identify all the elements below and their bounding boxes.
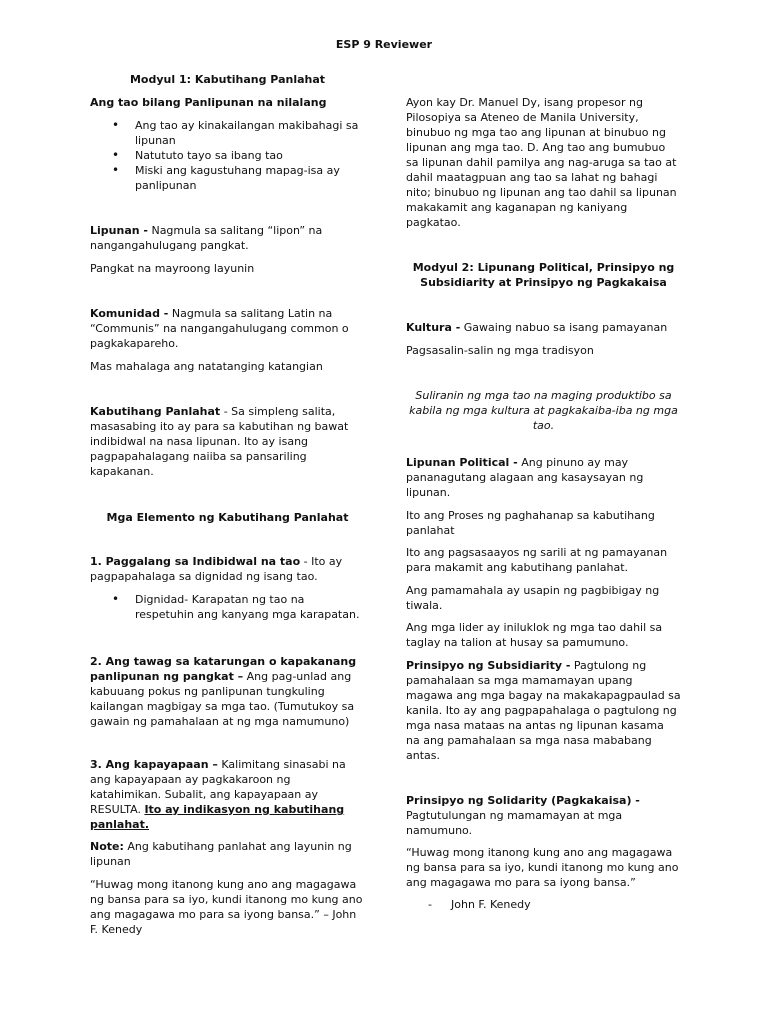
bullet-list bbox=[90, 592, 365, 622]
definition: Ang pinuno ay may pananagutang alagaan ang kasaysayan ng lipunan. bbox=[406, 456, 644, 499]
lipunan-note: Pangkat na mayroong layunin bbox=[90, 262, 255, 275]
bullet-item: • Natututo tayo sa ibang tao bbox=[90, 148, 365, 163]
paragraph: Ito ang Proses ng paghahanap sa kabutihang panlahat bbox=[406, 509, 655, 537]
lipunan-political-definition bbox=[406, 455, 681, 500]
definition: Nagmula sa salitang “lipon” na nangangahulugang pangkat. bbox=[90, 224, 323, 252]
term: 3. Ang kapayapaan – bbox=[90, 758, 218, 771]
note bbox=[90, 839, 365, 869]
term: 1. Paggalang sa Indibidwal na tao bbox=[90, 555, 301, 568]
page-title: ESP 9 Reviewer bbox=[335, 38, 433, 51]
italic-note: Suliranin ng mga tao na maging produktibo sa kabila ng mga kultura at pagkakaiba-iba ng mga tao. bbox=[409, 389, 678, 432]
komunidad-definition bbox=[90, 306, 365, 351]
kabutihang-panlahat-definition bbox=[90, 404, 365, 479]
term: Kabutihang Panlahat bbox=[90, 405, 221, 418]
quote-author: - John F. Kenedy bbox=[406, 897, 726, 912]
definition: - Ito ay pagpapahalaga sa dignidad ng isang tao. bbox=[90, 555, 343, 583]
definition: Kalimitang sinasabi na ang kapayapaan ay pagkakaroon ng katahimikan. Subalit, ang kapayapaan ay RESULTA. bbox=[90, 758, 346, 816]
term: 2. Ang tawag sa katarungan o kapakanang panlipunan ng pangkat – bbox=[90, 655, 357, 683]
paragraph: Ang mga lider ay iniluklok ng mga tao dahil sa taglay na talion at husay sa pamumuno. bbox=[406, 621, 663, 649]
definition: Pagtulong ng pamahalaan sa mga mamamayan upang magawa ang mga bagay na makakapagpaulad sa kanila. Ito ay ang pagpapahalaga o pagtulong ng mga nasa mataas na antas ng lipunan kasama na ang pamahalaan sa mga nasa mababang antas. bbox=[406, 659, 681, 762]
subsidiarity-definition bbox=[406, 658, 681, 763]
quote: “Huwag mong itanong kung ano ang magagawa ng bansa para sa iyo, kundi itanong mo kung ano ang magagawa mo para sa iyong bansa.” – John F. Kenedy bbox=[90, 878, 363, 936]
paragraph: Ito ang pagsasaayos ng sarili at ng pamayanan para makamit ang kabutihang panlahat. bbox=[406, 546, 668, 574]
komunidad-note: Mas mahalaga ang natatanging katangian bbox=[90, 360, 323, 373]
definition: Gawaing nabuo sa isang pamayanan bbox=[460, 321, 668, 334]
modyul-1-title: Modyul 1: Kabutihang Panlahat bbox=[129, 73, 326, 86]
term: Prinsipyo ng Solidarity (Pagkakaisa) - bbox=[406, 794, 640, 807]
term: Kultura - bbox=[406, 321, 461, 334]
bullet-item: • Dignidad- Karapatan ng tao na respetuhin ang kanyang mga karapatan. bbox=[90, 592, 365, 622]
paragraph: Ang pamamahala ay usapin ng pagbibigay ng tiwala. bbox=[406, 584, 660, 612]
definition: Pagtutulungan ng mamamayan at mga namumuno. bbox=[406, 809, 623, 837]
lipunan-definition bbox=[90, 223, 365, 253]
dy-paragraph: Ayon kay Dr. Manuel Dy, isang propesor ng Pilosopiya sa Ateneo de Manila University, binubuo ng mga tao ang lipunan at binubuo ng lipunan ang mga tao. D. Ang tao ang bumubuo sa lipunan dahil pamilya ang nag-aruga sa tao at dahil maatagpuan ang tao sa lahat ng bahagi nito; binubuo ng lipunan ang tao dahil sa lipunan makakamit ang kaganapan ng kaniyang pagkatao. bbox=[406, 96, 677, 229]
element-2 bbox=[90, 654, 365, 729]
kultura-note: Pagsasalin-salin ng mga tradisyon bbox=[406, 344, 594, 357]
section-subtitle: Ang tao bilang Panlipunan na nilalang bbox=[90, 96, 327, 109]
kultura-definition bbox=[406, 320, 681, 335]
underlined-text: Ito ay indikasyon ng kabutihang panlahat. bbox=[90, 803, 345, 831]
quote: “Huwag mong itanong kung ano ang magagawa ng bansa para sa iyo, kundi itanong mo kung ano ang magagawa mo para sa iyong bansa.” bbox=[406, 846, 679, 889]
definition: Nagmula sa salitang Latin na “Communis” na nangangahulugang common o pagkakapareho. bbox=[90, 307, 349, 350]
term: Lipunan Political - bbox=[406, 456, 518, 469]
element-3 bbox=[90, 757, 365, 832]
term: Komunidad - bbox=[90, 307, 169, 320]
element-1 bbox=[90, 554, 365, 584]
definition: Ang kabutihang panlahat ang layunin ng lipunan bbox=[90, 840, 352, 868]
bullet-item: • Ang tao ay kinakailangan makibahagi sa lipunan bbox=[90, 118, 365, 148]
bullet-list bbox=[90, 118, 365, 193]
modyul-2-title: Modyul 2: Lipunang Political, Prinsipyo ng Subsidiarity at Prinsipyo ng Pagkakaisa bbox=[412, 261, 675, 289]
bullet-item: • Miski ang kagustuhang mapag-isa ay panlipunan bbox=[90, 163, 365, 193]
solidarity-definition bbox=[406, 793, 681, 838]
definition: - Sa simpleng salita, masasabing ito ay para sa kabutihan ng bawat indibidwal na nasa lipunan. Ito ay isang pagpapahalagang naiiba sa pansariling kapakanan. bbox=[90, 405, 349, 478]
definition: Ang pag-unlad ang kabuuang pokus ng panlipunan tungkuling kailangan magbigay sa mga tao. (Tumutukoy sa gawain ng pamahalaan at ng mga namumuno) bbox=[90, 670, 355, 728]
elements-title: Mga Elemento ng Kabutihang Panlahat bbox=[106, 511, 349, 524]
term: Lipunan - bbox=[90, 224, 148, 237]
right-column bbox=[406, 0, 681, 911]
term: Note: bbox=[90, 840, 124, 853]
term: Prinsipyo ng Subsidiarity - bbox=[406, 659, 571, 672]
